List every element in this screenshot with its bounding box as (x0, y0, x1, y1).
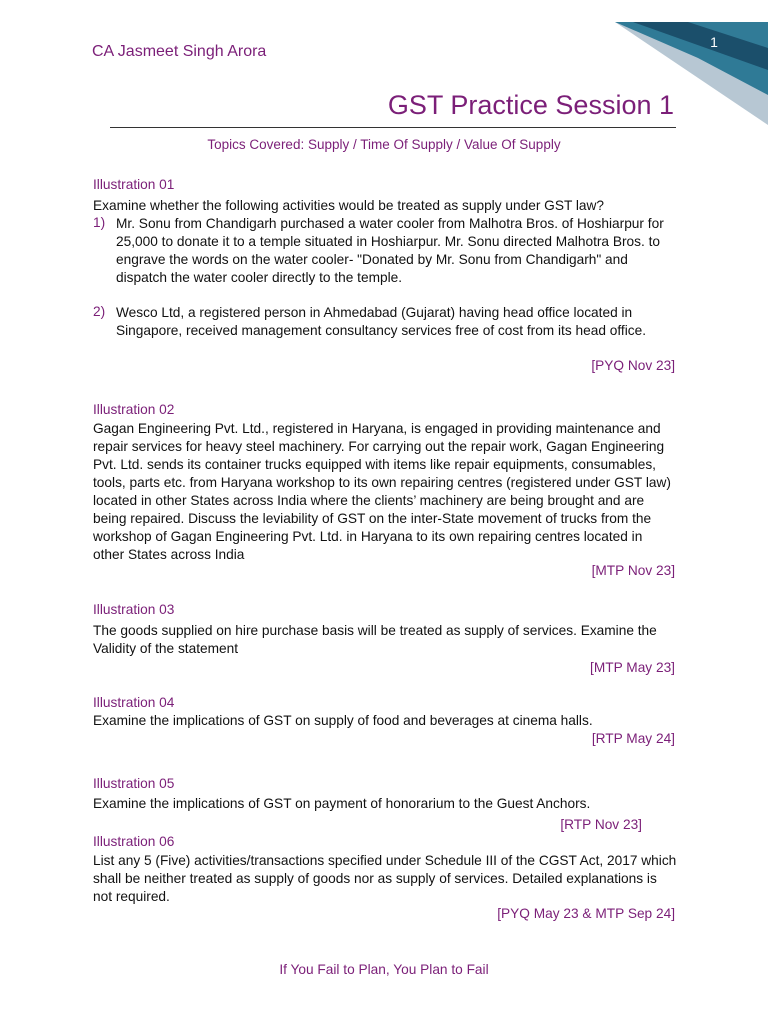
footer-quote: If You Fail to Plan, You Plan to Fail (279, 962, 489, 977)
illustration-04-reference: [RTP May 24] (591, 731, 675, 746)
illustration-01-item-2-text: Wesco Ltd, a registered person in Ahmedabad (Gujarat) having head office located in Singapore, received management consultancy services free of cost from its head office. (116, 305, 647, 338)
page-number: 1 (710, 34, 718, 50)
illustration-02-text: Gagan Engineering Pvt. Ltd., registered in Haryana, is engaged in providing maintenance and repair services for heavy steel machinery. For carrying out the repair work, Gagan Engineering Pvt. Ltd. sends its container trucks equipped with items like repair equipments, consumables, tools, parts etc. from Haryana workshop to its own repairing centres (registered under GST law) located in other States across India where the clients’ machinery are being brought and are being repaired. Discuss the leviability of GST on the inter-State movement of trucks from the workshop of Gagan Engineering Pvt. Ltd. in Haryana to its own repairing centres located in other States across India (93, 421, 671, 562)
illustration-01-item-1-number: 1) (93, 215, 106, 230)
illustration-02-title: Illustration 02 (93, 402, 175, 417)
illustration-05-title: Illustration 05 (93, 776, 175, 791)
illustration-03-text: The goods supplied on hire purchase basis will be treated as supply of services. Examine the Validity of the statement (93, 623, 657, 656)
page-title: GST Practice Session 1 (387, 90, 674, 120)
illustration-04-text: Examine the implications of GST on supply of food and beverages at cinema halls. (93, 713, 593, 728)
illustration-05-reference: [RTP Nov 23] (560, 817, 642, 832)
illustration-01-intro: Examine whether the following activities would be treated as supply under GST law? (93, 198, 605, 213)
illustration-03-title: Illustration 03 (93, 602, 175, 617)
illustration-01-item-2-number: 2) (93, 304, 106, 319)
illustration-01-reference: [PYQ Nov 23] (591, 358, 675, 373)
illustration-06-text: List any 5 (Five) activities/transactions specified under Schedule III of the CGST Act, 2017 which shall be neither treated as supply of goods nor as supply of services. Detailed explanations is not required. (93, 853, 677, 904)
illustration-01-item-1-text: Mr. Sonu from Chandigarh purchased a water cooler from Malhotra Bros. of Hoshiarpur for 25,000 to donate it to a temple situated in Hoshiarpur. Mr. Sonu directed Malhotra Bros. to engrave the words on the water cooler- "Donated by Mr. Sonu from Chandigarh" and dispatch the water cooler directly to the temple. (116, 216, 664, 285)
title-divider (110, 127, 676, 128)
illustration-06-title: Illustration 06 (93, 834, 175, 849)
illustration-06-reference: [PYQ May 23 & MTP Sep 24] (497, 906, 675, 921)
author-name: CA Jasmeet Singh Arora (92, 43, 267, 60)
illustration-03-reference: [MTP May 23] (590, 660, 675, 675)
illustration-04-title: Illustration 04 (93, 695, 175, 710)
topics-covered: Topics Covered: Supply / Time Of Supply / Value Of Supply (207, 137, 561, 152)
illustration-02-reference: [MTP Nov 23] (591, 563, 675, 578)
illustration-05-text: Examine the implications of GST on payment of honorarium to the Guest Anchors. (93, 796, 591, 811)
illustration-01-title: Illustration 01 (93, 177, 175, 192)
